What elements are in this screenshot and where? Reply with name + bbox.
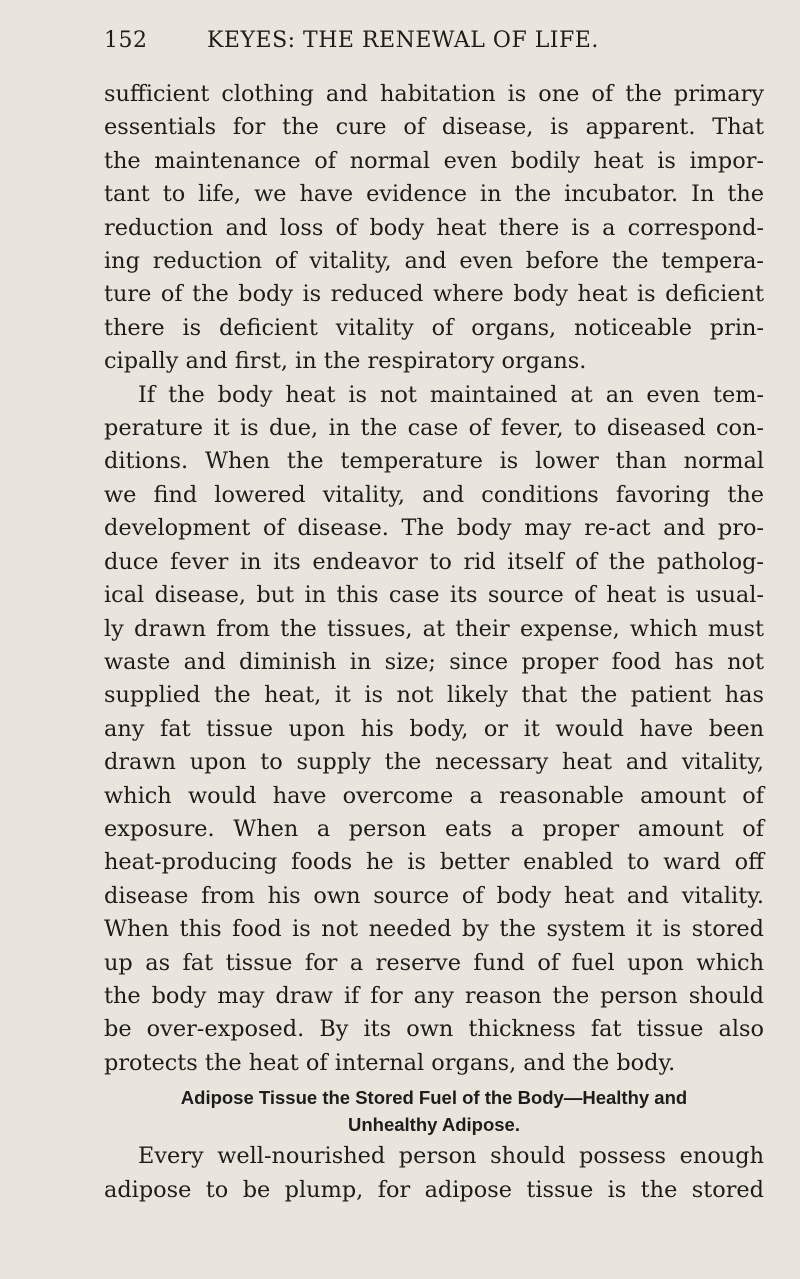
text-line: the maintenance of normal even bodily heat is impor- [104,147,764,174]
text-line: When this food is not needed by the system it is stored [104,916,764,943]
running-title: KEYES: THE RENEWAL OF LIFE. [207,28,599,53]
text-line: drawn upon to supply the necessary heat and vitality, [104,749,764,776]
text-line: ing reduction of vitality, and even before the tempera- [104,248,764,275]
text-line: the body may draw if for any reason the person should [104,982,764,1009]
heading-line: Adipose Tissue the Stored Fuel of the Body—Healthy and [180,1087,688,1109]
text-line: up as fat tissue for a reserve fund of fuel upon which [104,949,764,976]
text-line: development of disease. The body may re-act and pro- [104,515,764,542]
text-line: adipose to be plump, for adipose tissue is the stored [104,1176,764,1203]
page-number: 152 [104,28,148,53]
text-line: ly drawn from the tissues, at their expense, which must [104,615,764,642]
text-line: any fat tissue upon his body, or it would have been [104,715,764,742]
text-line: duce fever in its endeavor to rid itself of the patholog- [104,548,764,575]
text-line: there is deficient vitality of organs, noticeable prin- [104,314,764,341]
text-line: Every well-nourished person should possess enough [138,1143,764,1170]
text-line: we find lowered vitality, and conditions favoring the [104,481,764,508]
section-heading [104,1080,764,1140]
text-line: heat-producing foods he is better enabled to ward off [104,849,764,876]
heading-line: Unhealthy Adipose. [347,1114,520,1136]
text-line: tant to life, we have evidence in the incubator. In the [104,181,764,208]
text-line: disease from his own source of body heat and vitality. [104,882,764,909]
text-line: essentials for the cure of disease, is apparent. That [104,114,764,141]
text-line: reduction and loss of body heat there is a correspond- [104,214,764,241]
text-line: If the body heat is not maintained at an even tem- [138,381,764,408]
text-line: perature it is due, in the case of fever, to diseased con- [104,415,764,442]
text-line: cipally and first, in the respiratory organs. [104,348,587,375]
body-text [104,78,764,1207]
text-line: ical disease, but in this case its source of heat is usual- [104,582,764,609]
text-line: supplied the heat, it is not likely that the patient has [104,682,764,709]
text-line: sufficient clothing and habitation is one of the primary [104,81,764,107]
text-line: waste and diminish in size; since proper food has not [104,648,764,675]
text-line: protects the heat of internal organs, and the body. [104,1049,676,1076]
text-line: exposure. When a person eats a proper amount of [104,815,764,842]
text-line: which would have overcome a reasonable amount of [104,782,764,809]
running-head [104,28,664,62]
text-line: ture of the body is reduced where body heat is deficient [104,281,764,308]
text-line: ditions. When the temperature is lower than normal [104,448,764,475]
text-line: be over-exposed. By its own thickness fat tissue also [104,1016,764,1043]
paragraph-3 [104,1140,764,1207]
paragraph-2 [104,379,764,1081]
paragraph-1 [104,78,764,379]
